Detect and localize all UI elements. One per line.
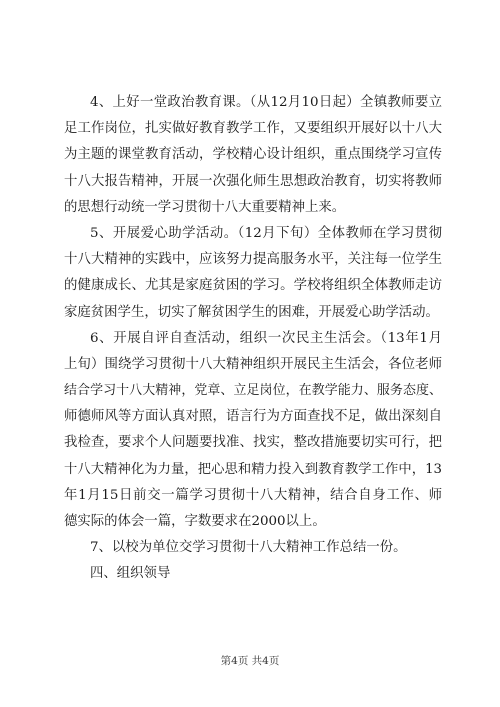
paragraph-item-5	[64, 221, 442, 326]
text-line: 7、以校为单位交学习贯彻十八大精神工作总结一份。	[90, 540, 407, 556]
text-line: 师德师风等方面认真对照，语言行为方面查找不足，做出深刻自	[64, 409, 442, 425]
paragraph-item-6	[64, 326, 442, 536]
text-line: 我检查，要求个人问题要找准、找实，整改措施要切实可行，把	[64, 435, 442, 451]
text-line: 5、开展爱心助学活动。（12月下旬）全体教师在学习贯彻	[90, 225, 442, 241]
text-line: 十八大精神化为力量，把心思和精力投入到教育教学工作中，13	[64, 461, 442, 477]
text-line: 德实际的体会一篇，字数要求在2000以上。	[64, 514, 326, 529]
text-line: 足工作岗位，扎实做好教育教学工作，又要组织开展好以十八大	[64, 121, 442, 137]
text-line: 6、开展自评自查活动，组织一次民主生活会。（13年1月	[90, 330, 442, 346]
text-line: 年1月15日前交一篇学习贯彻十八大精神，结合自身工作、师	[64, 487, 442, 503]
text-line: 为主题的课堂教育活动，学校精心设计组织，重点围绕学习宣传	[64, 147, 442, 163]
text-line: 4、上好一堂政治教育课。（从12月10日起）全镇教师要立	[90, 95, 442, 110]
text-line: 十八大精神的实践中，应该努力提高服务水平，关注每一位学生	[64, 252, 442, 268]
page-number-footer: 第4页 共4页	[220, 655, 280, 667]
text-line: 家庭贫困学生，切实了解贫困学生的困难，开展爱心助学活动。	[64, 304, 439, 320]
text-line: 的思想行动统一学习贯彻十八大重要精神上来。	[64, 199, 346, 215]
section-heading-text: 四、组织领导	[90, 566, 171, 582]
paragraph-item-7	[64, 535, 442, 561]
text-line: 结合学习十八大精神，党章、立足岗位，在教学能力、服务态度、	[64, 383, 442, 399]
paragraph-item-4	[64, 90, 442, 221]
document-body	[64, 90, 442, 588]
text-line: 上旬）围绕学习贯彻十八大精神组织开展民主生活会，各位老师	[64, 356, 442, 372]
text-line: 的健康成长、尤其是家庭贫困的学习。学校将组织全体教师走访	[64, 278, 442, 294]
text-line: 十八大报告精神，开展一次强化师生思想政治教育，切实将教师	[64, 173, 442, 189]
section-heading-4	[64, 561, 442, 587]
